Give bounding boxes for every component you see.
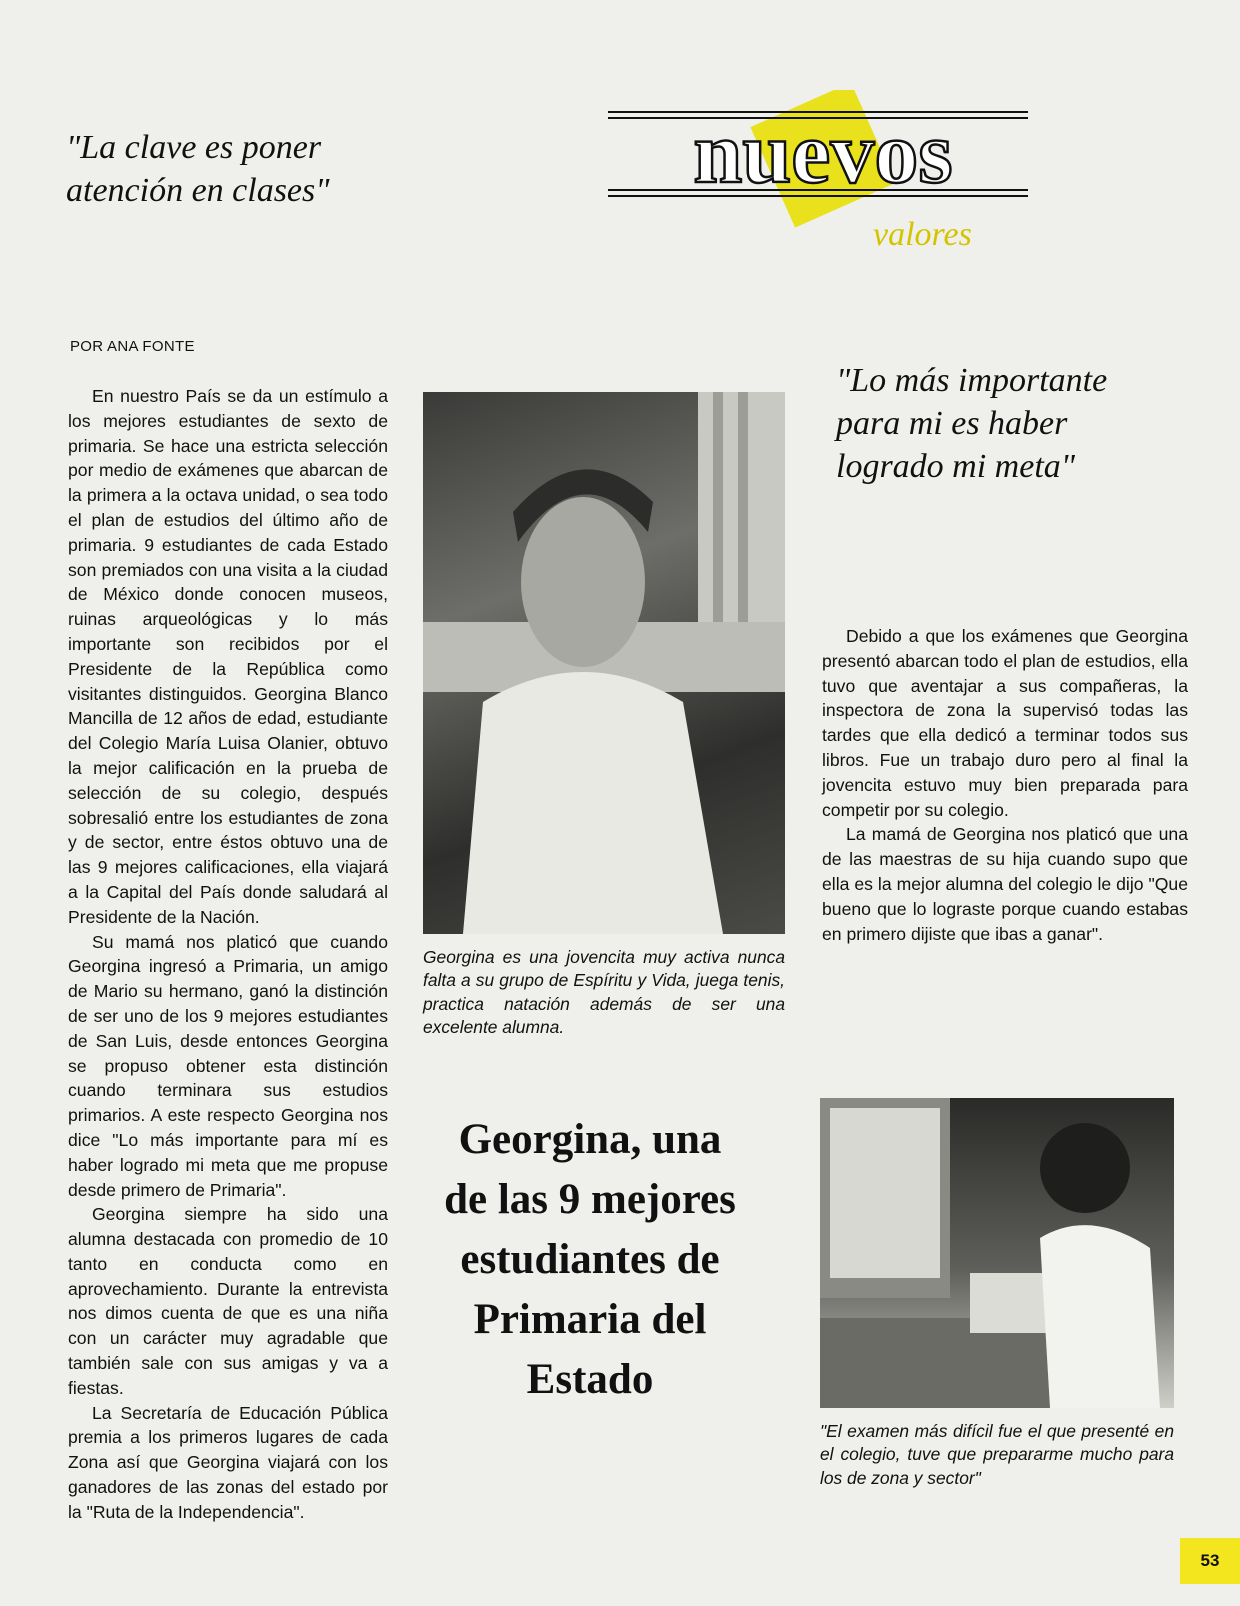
left-paragraph-3: Georgina siempre ha sido una alumna destacada con promedio de 10 tanto en conducta como en aprovechamiento. Durante la entrevista nos dimos cuenta de que es una niña con un carácter muy agradable que también sale con sus amigas y va a fiestas. xyxy=(68,1204,388,1398)
left-paragraph-2: Su mamá nos platicó que cuando Georgina ingresó a Primaria, un amigo de Mario su hermano, ganó la distinción de ser uno de los 9 mejores estudiantes de San Luis, desde entonces Georgina se propuso obtener esta distinción cuando terminara sus estudios primarios. A este respecto Georgina nos dice "Lo más importante para mí es haber logrado mi meta que me propuse desde primero de Primaria". xyxy=(68,931,388,1200)
byline: POR ANA FONTE xyxy=(70,338,195,355)
left-paragraph-1: En nuestro País se da un estímulo a los mejores estudiantes de sexto de primaria. Se hace una estricta selección por medio de exámenes que abarcan de la primera a la octava unidad, o sea todo el plan de estudios del último año de primaria. 9 estudiantes de cada Estado son premiados con una visita a la ciudad de México donde conocen museos, ruinas arqueológicas y lo más importante son recibidos por el Presidente de la República como visitantes distinguidos. Georgina Blanco Mancilla de 12 años de edad, estudiante del Colegio María Luisa Olanier, obtuvo la mejor calificación en la prueba de selección de su colegio, después sobresalió entre los estudiantes de zona y de sector, entre éstos obtuvo una de las 9 mejores calificaciones, ella viajará a la Capital del País donde saludará al Presidente de la Nación. xyxy=(68,386,388,927)
left-column xyxy=(68,384,388,1525)
photo-georgina-smiling xyxy=(423,392,785,934)
photo-2-caption: "El examen más difícil fue el que presenté en el colegio, tuve que prepararme mucho para los de zona y sector" xyxy=(820,1421,1174,1488)
photo-1-caption: Georgina es una jovencita muy activa nunca falta a su grupo de Espíritu y Vida, juega tenis, practica natación además de ser una excelente alumna. xyxy=(423,947,785,1038)
photo-georgina-studying xyxy=(820,1098,1174,1408)
left-paragraph-4: La Secretaría de Educación Pública premia a los primeros lugares de cada Zona así que Georgina viajará con los ganadores de las zonas del estado por la "Ruta de la Independencia". xyxy=(68,1402,388,1522)
section-logo xyxy=(608,90,1048,265)
page-number: 53 xyxy=(1180,1538,1240,1584)
logo-subtitle: valores xyxy=(873,216,972,253)
photo-1-illustration xyxy=(423,392,785,934)
pull-quote: "Lo más importante para mi es haber logrado mi meta" xyxy=(836,362,1108,485)
right-column xyxy=(822,624,1188,946)
header-quote: "La clave es poner atención en clases" xyxy=(66,129,330,209)
photo-2-illustration xyxy=(820,1098,1174,1408)
right-paragraph-2: La mamá de Georgina nos platicó que una de las maestras de su hija cuando supo que ella es la mejor alumna del colegio le dijo "Que bueno que lo lograste porque cuando estabas en primero dijiste que ibas a ganar". xyxy=(822,824,1188,944)
logo-title: nuevos xyxy=(693,105,953,202)
bleed-through-text xyxy=(40,40,56,114)
headline: Georgina, una de las 9 mejores estudiantes de Primaria del Estado xyxy=(444,1116,736,1403)
right-paragraph-1: Debido a que los exámenes que Georgina presentó abarcan todo el plan de estudios, ella tuvo que aventajar a sus compañeras, la inspectora de zona la supervisó todas las tardes que ella dedicó a terminar todos sus libros. Fue un trabajo duro pero al final la jovencita estuvo muy bien preparada para competir por su colegio. xyxy=(822,626,1188,820)
